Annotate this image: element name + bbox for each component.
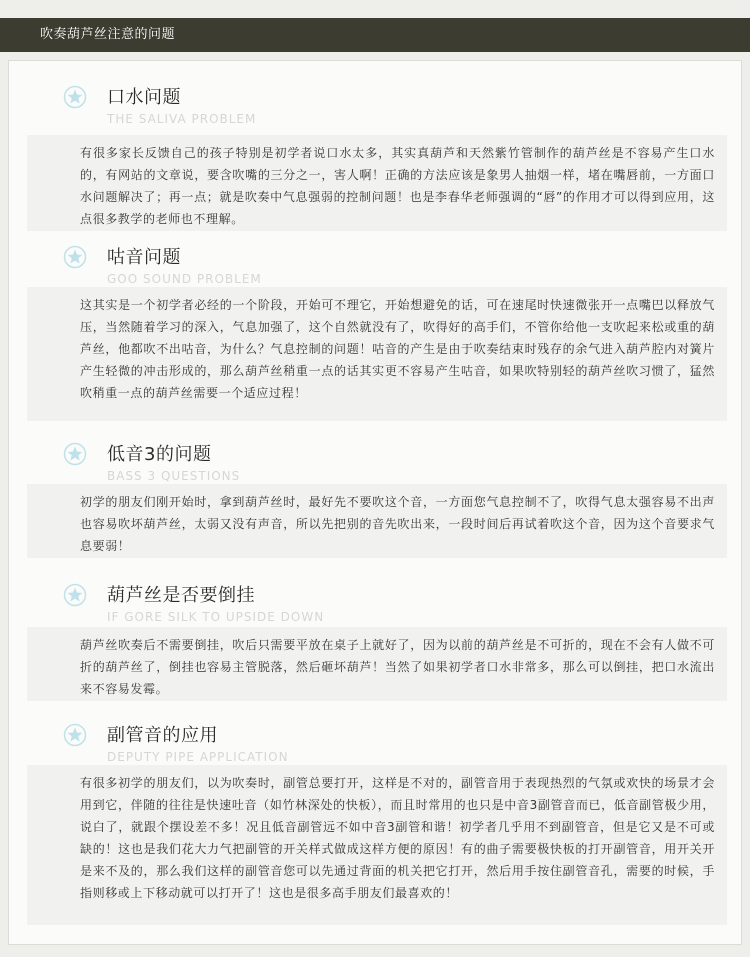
star-badge-icon: [63, 723, 87, 747]
section-subtitle: THE SALIVA PROBLEM: [107, 112, 257, 126]
section-body: 这其实是一个初学者必经的一个阶段，开始可不理它，开始想避免的话，可在速尾时快速微张开一点嘴巴以释放气压，当然随着学习的深入，气息加强了，这个自然就没有了，吹得好的高手们，不管你给他一支吹起来松或重的葫芦丝，他都吹不出咕音，为什么？气息控制的问题！咕音的产生是由于吹奏结束时残存的余气进入葫芦腔内对簧片产生轻微的冲击形成的，那么葫芦丝稍重一点的话其实更不容易产生咕音，如果吹特别轻的葫芦丝吹习惯了，猛然吹稍重一点的葫芦丝需要一个适应过程！: [27, 287, 727, 421]
section-body: 葫芦丝吹奏后不需要倒挂，吹后只需要平放在桌子上就好了，因为以前的葫芦丝是不可折的，现在不会有人做不可折的葫芦丝了，倒挂也容易主管脱落，然后砸坏葫芦！当然了如果初学者口水非常多，那么可以倒挂，把口水流出来不容易发霉。: [27, 627, 727, 701]
section-body: 初学的朋友们刚开始时，拿到葫芦丝时，最好先不要吹这个音，一方面您气息控制不了，吹得气息太强容易不出声也容易吹坏葫芦丝，太弱又没有声音，所以先把别的音先吹出来，一段时间后再试着吹这个音，因为这个音要求气息要弱！: [27, 484, 727, 558]
section-title: 葫芦丝是否要倒挂: [107, 585, 255, 606]
section-subtitle: DEPUTY PIPE APPLICATION: [107, 750, 289, 764]
section-body: 有很多初学的朋友们，以为吹奏时，副管总要打开，这样是不对的，副管音用于表现热烈的气氛或欢快的场景才会用到它，伴随的往往是快速吐音（如竹林深处的快板），而且时常用的也只是中音3副管音而已，低音副管极少用，说白了，就跟个摆设差不多！况且低音副管远不如中音3副管和谐！初学者几乎用不到副管音，但是它又是不可或缺的！这也是我们花大力气把副管的开关样式做成这样方便的原因！有的曲子需要极快板的打开副管音，用开关开是来不及的，那么我们这样的副管音您可以先通过背面的机关把它打开，然后用手按住副管音孔，需要的时候，手指则移或上下移动就可以打开了！这也是很多高手朋友们最喜欢的！: [27, 765, 727, 925]
page-title: 吹奏葫芦丝注意的问题: [40, 27, 176, 42]
section-title: 低音3的问题: [107, 444, 212, 465]
header-bar: [0, 18, 750, 52]
section-title: 咕音问题: [107, 247, 181, 268]
section-body: 有很多家长反馈自己的孩子特别是初学者说口水太多，其实真葫芦和天然紫竹管制作的葫芦丝是不容易产生口水的，有网站的文章说，要含吹嘴的三分之一，害人啊！正确的方法应该是象男人抽烟一样，堵在嘴唇前，一方面口水问题解决了；再一点；就是吹奏中气息强弱的控制问题！也是李春华老师强调的“唇”的作用才可以得到应用，这点很多教学的老师也不理解。: [27, 135, 727, 231]
section-subtitle: GOO SOUND PROBLEM: [107, 272, 262, 286]
section-subtitle: IF GORE SILK TO UPSIDE DOWN: [107, 610, 325, 624]
section-title: 口水问题: [107, 87, 181, 108]
star-badge-icon: [63, 85, 87, 109]
content-panel: [8, 60, 742, 945]
star-badge-icon: [63, 245, 87, 269]
section-title: 副管音的应用: [107, 725, 218, 746]
star-badge-icon: [63, 442, 87, 466]
star-badge-icon: [63, 583, 87, 607]
section-subtitle: BASS 3 QUESTIONS: [107, 469, 241, 483]
